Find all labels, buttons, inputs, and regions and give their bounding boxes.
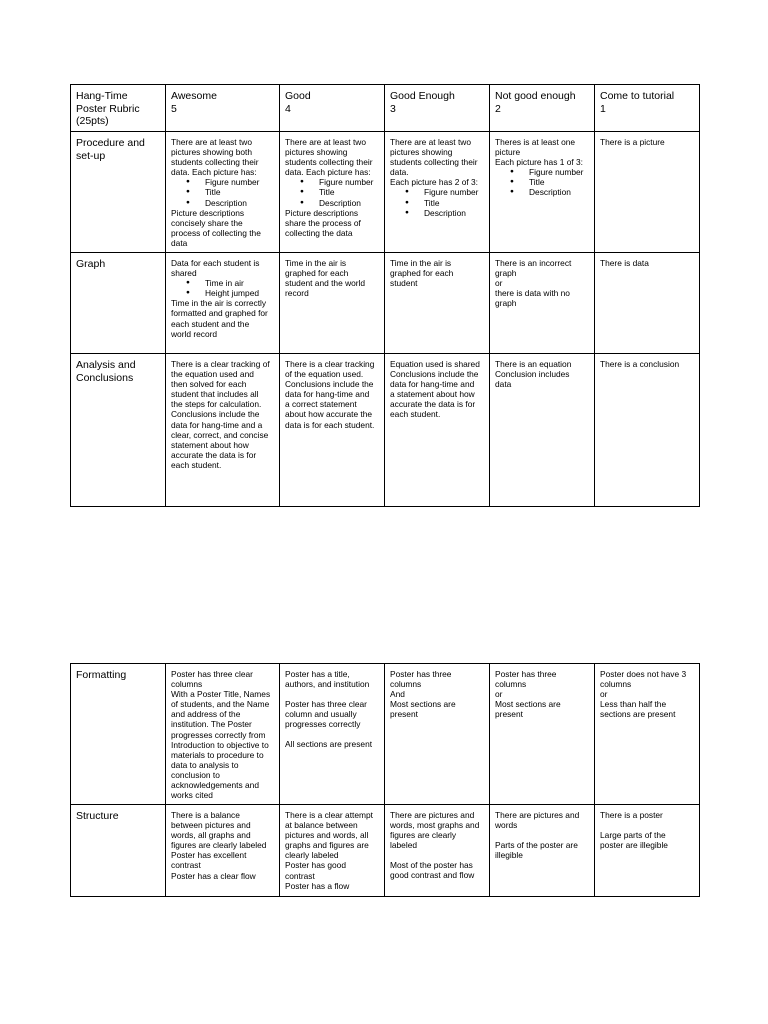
header-cell-awesome: Awesome 5 bbox=[166, 85, 280, 132]
criteria-item: ● Time in air bbox=[205, 278, 275, 288]
text-line: Poster has excellent bbox=[171, 850, 247, 861]
text-line: present bbox=[390, 709, 418, 720]
text-line: a correct statement bbox=[285, 399, 357, 410]
text-line: the equation used and bbox=[171, 369, 254, 380]
text-line: Poster has three bbox=[495, 669, 557, 679]
rubric-cell bbox=[595, 805, 700, 897]
text-line: data bbox=[171, 237, 188, 248]
text-line: There is a clear attempt bbox=[285, 810, 373, 820]
blank-line bbox=[495, 830, 590, 840]
text-line: With a Poster Title, Names bbox=[171, 689, 271, 700]
criteria-list bbox=[495, 167, 590, 197]
text-line: There is data bbox=[600, 258, 649, 268]
text-line: Conclusions include the bbox=[390, 369, 479, 380]
text-line: All sections are present bbox=[285, 739, 373, 750]
text-line: contrast bbox=[285, 870, 315, 881]
text-line: Poster has three bbox=[390, 669, 452, 679]
text-line: Most sections are bbox=[495, 699, 561, 710]
text-line: graphs and figures are bbox=[285, 840, 369, 851]
text-line: or bbox=[495, 278, 503, 289]
text-line: a statement about how bbox=[390, 389, 475, 400]
text-line: students collecting their bbox=[171, 157, 259, 168]
text-line: or bbox=[495, 689, 503, 700]
text-line: data is for each student. bbox=[285, 419, 375, 430]
rubric-cell bbox=[595, 664, 700, 805]
text-line: pictures showing bbox=[285, 147, 348, 158]
text-line: Graph bbox=[76, 258, 106, 270]
text-line: And bbox=[390, 689, 405, 700]
rubric-cell bbox=[595, 354, 700, 507]
text-line: Time in the air is bbox=[285, 258, 347, 268]
text-line: Poster has good bbox=[285, 860, 346, 871]
text-line: Time in the air is correctly bbox=[171, 298, 267, 309]
text-line: Conclusions include the bbox=[285, 379, 374, 390]
text-line: contrast bbox=[171, 860, 201, 871]
text-line: There are pictures and bbox=[495, 810, 580, 820]
criteria-list bbox=[171, 278, 275, 298]
row-label bbox=[71, 805, 166, 897]
text-line: graphed for each bbox=[390, 268, 454, 279]
text-line: data bbox=[495, 379, 512, 390]
rubric-table-top bbox=[70, 84, 700, 507]
text-line: conclusion to bbox=[171, 769, 220, 780]
text-line: Data for each student is bbox=[171, 258, 260, 268]
text-line: columns bbox=[171, 679, 203, 690]
blank-line bbox=[285, 689, 380, 699]
text-line: data. Each picture has: bbox=[285, 167, 371, 178]
text-line: graph bbox=[495, 268, 517, 279]
text-line: Conclusions include the bbox=[171, 409, 260, 420]
rubric-cell bbox=[166, 354, 280, 507]
text-line: Time in the air is bbox=[390, 258, 452, 268]
text-line: sections are present bbox=[600, 709, 676, 720]
criteria-item: ● Description bbox=[529, 187, 590, 197]
text-line: shared bbox=[171, 268, 197, 279]
rubric-cell bbox=[490, 253, 595, 354]
text-line: or bbox=[600, 689, 608, 700]
text-line: authors, and institution bbox=[285, 679, 370, 690]
header-cell-title: Hang-Time Poster Rubric (25pts) bbox=[71, 85, 166, 132]
text-line: data. bbox=[390, 167, 409, 178]
text-line: set-up bbox=[76, 149, 106, 162]
text-line: illegible bbox=[495, 850, 523, 861]
rubric-cell bbox=[280, 805, 385, 897]
text-line: Poster has three clear bbox=[285, 699, 367, 710]
criteria-item: ● Figure number bbox=[424, 187, 485, 197]
rubric-cell bbox=[385, 354, 490, 507]
row-label bbox=[71, 132, 166, 253]
criteria-list bbox=[171, 177, 275, 207]
criteria-item: ● Description bbox=[205, 198, 275, 208]
criteria-item: ● Title bbox=[205, 187, 275, 197]
header-cell-good: Good 4 bbox=[280, 85, 385, 132]
rubric-cell bbox=[490, 805, 595, 897]
text-line: acknowledgements and bbox=[171, 780, 259, 791]
analysis-row bbox=[71, 354, 700, 507]
rubric-cell bbox=[166, 132, 280, 253]
text-line: concisely share the bbox=[171, 217, 243, 228]
header-cell-come-to-tutorial: Come to tutorial 1 bbox=[595, 85, 700, 132]
text-line: Theres is at least one bbox=[495, 137, 576, 147]
text-line: student bbox=[390, 278, 418, 289]
blank-line bbox=[285, 729, 380, 739]
text-line: each student and the bbox=[171, 318, 250, 329]
text-line: Introduction to objective to bbox=[171, 739, 269, 750]
row-label bbox=[71, 354, 166, 507]
rubric-cell bbox=[490, 664, 595, 805]
text-line: accurate the data is for bbox=[171, 449, 257, 460]
text-line: clear, correct, and concise bbox=[171, 429, 269, 440]
rubric-cell bbox=[166, 805, 280, 897]
rubric-cell bbox=[280, 664, 385, 805]
text-line: accurate the data is for bbox=[390, 399, 476, 410]
text-line: Picture descriptions bbox=[171, 207, 245, 218]
text-line: figures are clearly bbox=[390, 830, 457, 841]
text-line: Poster does not have 3 bbox=[600, 669, 687, 679]
text-line: columns bbox=[390, 679, 422, 690]
text-line: graph bbox=[495, 298, 517, 309]
criteria-list bbox=[285, 177, 380, 207]
blank-line bbox=[390, 850, 485, 860]
text-line: works cited bbox=[171, 790, 213, 801]
text-line: There are at least two bbox=[171, 137, 252, 147]
text-line: poster are illegible bbox=[600, 840, 668, 851]
rubric-cell bbox=[595, 253, 700, 354]
text-line: There is a clear tracking bbox=[285, 359, 375, 369]
rubric-cell bbox=[280, 132, 385, 253]
text-line: each student. bbox=[390, 409, 441, 420]
text-line: record bbox=[285, 288, 309, 299]
text-line: progresses correctly from bbox=[171, 729, 266, 740]
blank-line bbox=[600, 820, 695, 830]
text-line: Most sections are bbox=[390, 699, 456, 710]
text-line: data for hang-time and bbox=[285, 389, 370, 400]
text-line: Most of the poster has bbox=[390, 860, 473, 871]
rubric-cell bbox=[490, 132, 595, 253]
text-line: data. Each picture has: bbox=[171, 167, 257, 178]
text-line: Poster has three clear bbox=[171, 669, 253, 679]
text-line: Conclusion includes bbox=[495, 369, 570, 380]
text-line: formatted and graphed for bbox=[171, 308, 268, 319]
text-line: students collecting their bbox=[285, 157, 373, 168]
text-line: students collecting their bbox=[390, 157, 478, 168]
text-line: process of collecting the bbox=[171, 227, 261, 238]
text-line: There are pictures and bbox=[390, 810, 475, 820]
rubric-cell bbox=[595, 132, 700, 253]
text-line: Equation used is shared bbox=[390, 359, 480, 369]
criteria-item: ● Figure number bbox=[205, 177, 275, 187]
criteria-item: ● Title bbox=[424, 198, 485, 208]
text-line: Parts of the poster are bbox=[495, 840, 578, 851]
text-line: graphed for each bbox=[285, 268, 349, 279]
rubric-cell bbox=[385, 664, 490, 805]
rubric-cell bbox=[166, 253, 280, 354]
rubric-cell bbox=[385, 253, 490, 354]
text-line: There is a clear tracking of bbox=[171, 359, 270, 369]
criteria-item: ● Figure number bbox=[529, 167, 590, 177]
header-cell-good-enough: Good Enough 3 bbox=[385, 85, 490, 132]
text-line: Procedure and bbox=[76, 137, 145, 149]
graph-row bbox=[71, 253, 700, 354]
text-line: figures are clearly labeled bbox=[171, 840, 267, 851]
text-line: Structure bbox=[76, 810, 119, 822]
structure-row bbox=[71, 805, 700, 897]
text-line: student that includes all bbox=[171, 389, 259, 400]
text-line: and address of the bbox=[171, 709, 241, 720]
text-line: words bbox=[495, 820, 518, 831]
text-line: There is an equation bbox=[495, 359, 572, 369]
rubric-cell bbox=[490, 354, 595, 507]
row-label bbox=[71, 253, 166, 354]
text-line: pictures and words, all bbox=[285, 830, 369, 841]
text-line: There is a picture bbox=[600, 137, 665, 147]
criteria-list bbox=[390, 187, 485, 217]
rubric-cell bbox=[385, 132, 490, 253]
text-line: institution. The Poster bbox=[171, 719, 252, 730]
text-line: statement about how bbox=[171, 439, 249, 450]
text-line: of students, and the Name bbox=[171, 699, 270, 710]
text-line: the steps for calculation. bbox=[171, 399, 262, 410]
text-line: pictures showing bbox=[390, 147, 453, 158]
rubric-cell bbox=[280, 354, 385, 507]
text-line: words, all graphs and bbox=[171, 830, 251, 841]
text-line: Picture descriptions bbox=[285, 207, 359, 218]
text-line: There are at least two bbox=[390, 137, 471, 147]
rubric-table-bottom bbox=[70, 663, 700, 897]
text-line: data for hang-time and a bbox=[171, 419, 263, 430]
text-line: picture bbox=[495, 147, 521, 158]
text-line: Large parts of the bbox=[600, 830, 666, 841]
text-line: Each picture has 2 of 3: bbox=[390, 177, 478, 188]
rubric-cell bbox=[280, 253, 385, 354]
text-line: materials to procedure to bbox=[171, 749, 264, 760]
text-line: columns bbox=[600, 679, 632, 690]
text-line: then solved for each bbox=[171, 379, 247, 390]
text-line: There is a poster bbox=[600, 810, 663, 820]
text-line: between pictures and bbox=[171, 820, 251, 831]
header-cell-not-good-enough: Not good enough 2 bbox=[490, 85, 595, 132]
text-line: pictures showing both bbox=[171, 147, 253, 158]
text-line: Each picture has 1 of 3: bbox=[495, 157, 583, 168]
text-line: Poster has a flow bbox=[285, 880, 350, 891]
text-line: labeled bbox=[390, 840, 418, 851]
text-line: There is an incorrect bbox=[495, 258, 572, 268]
text-line: Poster has a title, bbox=[285, 669, 350, 679]
text-line: share the process of bbox=[285, 217, 361, 228]
text-line: Conclusions bbox=[76, 371, 134, 384]
text-line: There are at least two bbox=[285, 137, 366, 147]
text-line: Poster has a clear flow bbox=[171, 870, 256, 881]
procedure-row bbox=[71, 132, 700, 253]
text-line: Formatting bbox=[76, 669, 127, 681]
rubric-cell bbox=[166, 664, 280, 805]
text-line: There is a conclusion bbox=[600, 359, 680, 369]
text-line: present bbox=[495, 709, 523, 720]
text-line: collecting the data bbox=[285, 227, 353, 238]
criteria-item: ● Title bbox=[529, 177, 590, 187]
text-line: good contrast and flow bbox=[390, 870, 475, 881]
criteria-item: ● Figure number bbox=[319, 177, 380, 187]
criteria-item: ● Title bbox=[319, 187, 380, 197]
text-line: there is data with no bbox=[495, 288, 570, 299]
text-line: data to analysis to bbox=[171, 759, 239, 770]
text-line: There is a balance bbox=[171, 810, 240, 820]
criteria-item: ● Description bbox=[424, 208, 485, 218]
text-line: columns bbox=[495, 679, 527, 690]
row-label bbox=[71, 664, 166, 805]
text-line: Less than half the bbox=[600, 699, 667, 710]
text-line: words, most graphs and bbox=[390, 820, 480, 831]
text-line: of the equation used. bbox=[285, 369, 364, 380]
text-line: at balance between bbox=[285, 820, 358, 831]
header-row bbox=[71, 85, 700, 132]
rubric-cell bbox=[385, 805, 490, 897]
formatting-row bbox=[71, 664, 700, 805]
text-line: clearly labeled bbox=[285, 850, 339, 861]
text-line: data for hang-time and bbox=[390, 379, 475, 390]
criteria-item: ● Description bbox=[319, 198, 380, 208]
text-line: student and the world bbox=[285, 278, 366, 289]
text-line: Analysis and bbox=[76, 359, 136, 371]
text-line: progresses correctly bbox=[285, 719, 361, 730]
text-line: column and usually bbox=[285, 709, 357, 720]
criteria-item: ● Height jumped bbox=[205, 288, 275, 298]
text-line: world record bbox=[171, 328, 218, 339]
text-line: about how accurate the bbox=[285, 409, 373, 420]
text-line: each student. bbox=[171, 459, 222, 470]
